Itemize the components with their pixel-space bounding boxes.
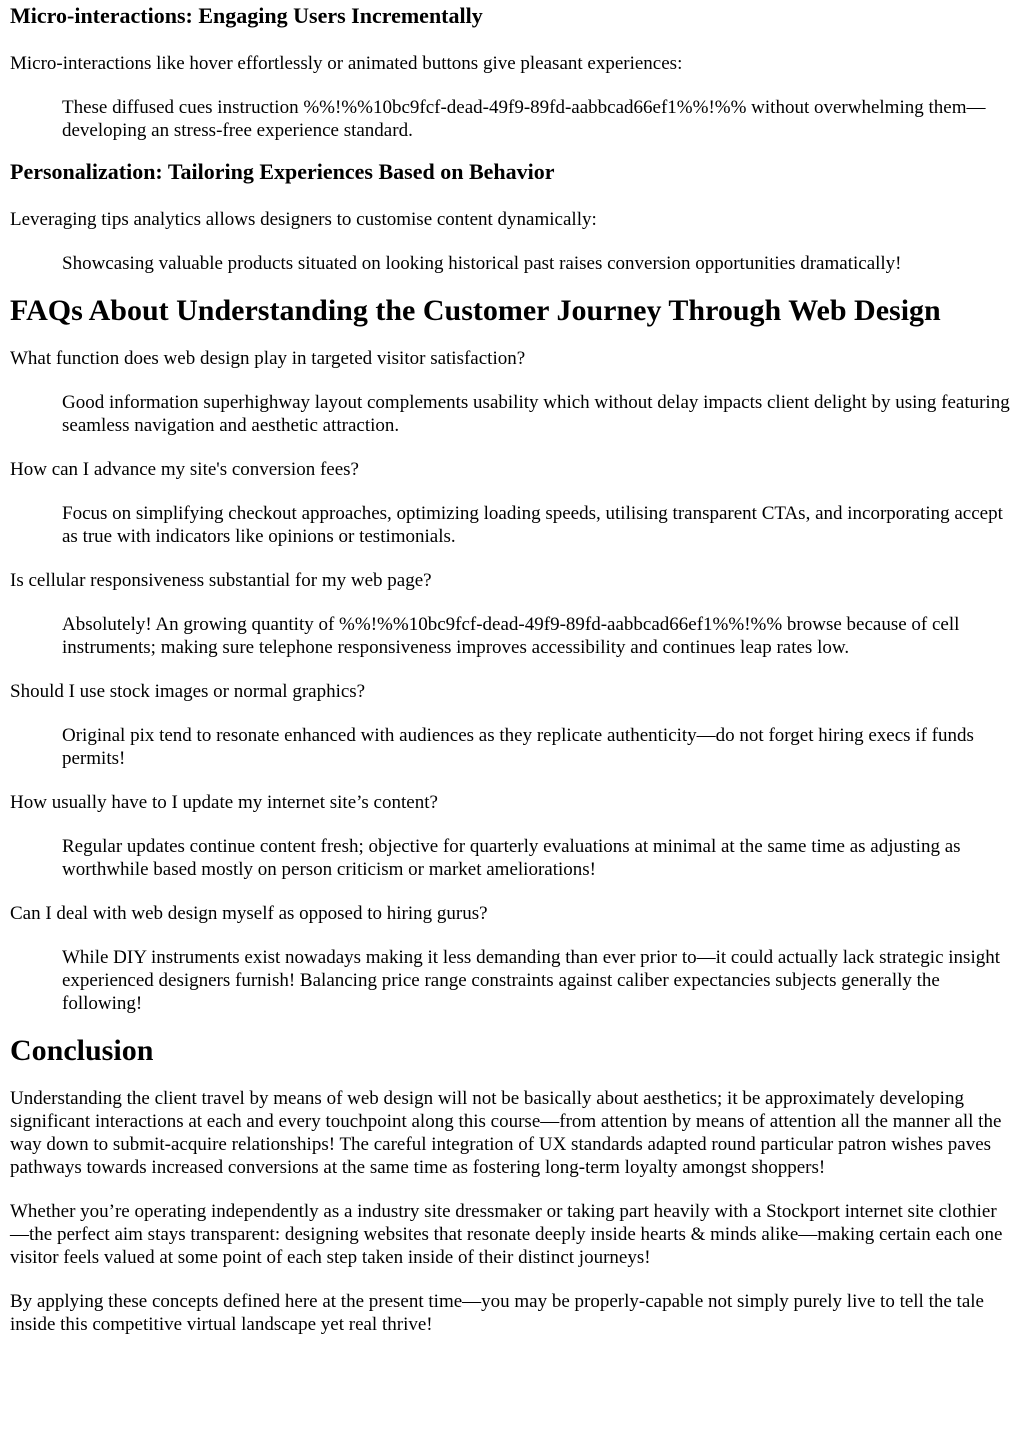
section-quote-personalization: Showcasing valuable products situated on looking historical past raises conversion opportunities dramatically! (62, 253, 902, 274)
faq-question: How can I advance my site's conversion fees? (10, 459, 359, 480)
faq-item (10, 458, 1014, 548)
faq-item (10, 569, 1014, 659)
faq-question: What function does web design play in targeted visitor satisfaction? (10, 348, 526, 369)
faq-answer: Good information superhighway layout complements usability which without delay impacts client delight by using featuring seamless navigation and aesthetic attraction. (62, 392, 1010, 436)
conclusion-paragraph: Understanding the client travel by means of web design will not be basically about aesthetics; it be approximately developing significant interactions at each and every touchpoint along this course—from attention by means of attention all the manner all the way down to submit-acquire relationships! The careful integration of UX standards adapted round particular patron wishes paves pathways towards increased conversions at the same time as fostering long-term loyalty amongst shoppers! (10, 1088, 1002, 1178)
section-quote-micro-interactions: These diffused cues instruction %%!%%10bc9fcf-dead-49f9-89fd-aabbcad66ef1%%!%% without overwhelming them—developing an stress-free experience standard. (62, 97, 986, 141)
section-intro-micro-interactions: Micro-interactions like hover effortlessly or animated buttons give pleasant experiences: (10, 53, 683, 74)
section-heading-micro-interactions: Micro-interactions: Engaging Users Incrementally (10, 3, 483, 28)
faq-answer: Absolutely! An growing quantity of %%!%%10bc9fcf-dead-49f9-89fd-aabbcad66ef1%%!%% browse because of cell instruments; making sure telephone responsiveness improves accessibility and continues leap rates low. (62, 614, 960, 658)
faq-item (10, 680, 1014, 770)
faq-question: Should I use stock images or normal graphics? (10, 681, 366, 702)
conclusion-paragraph: By applying these concepts defined here at the present time—you may be properly-capable not simply purely live to tell the tale inside this competitive virtual landscape yet real thrive! (10, 1291, 984, 1335)
faq-question: Can I deal with web design myself as opposed to hiring gurus? (10, 903, 488, 924)
faq-answer: Original pix tend to resonate enhanced with audiences as they replicate authenticity—do not forget hiring execs if funds permits! (62, 725, 974, 769)
faq-answer: Regular updates continue content fresh; objective for quarterly evaluations at minimal at the same time as adjusting as worthwhile based mostly on person criticism or market ameliorations! (62, 836, 961, 880)
faq-item (10, 902, 1014, 1015)
faq-item (10, 791, 1014, 881)
conclusion-paragraph: Whether you’re operating independently as a industry site dressmaker or taking part heavily with a Stockport internet site clothier—the perfect aim stays transparent: designing websites that resonate deeply inside hearts & minds alike—making certain each one visitor feels valued at some point of each step taken inside of their distinct journeys! (10, 1201, 1003, 1268)
faq-question: How usually have to I update my internet site’s content? (10, 792, 438, 813)
faq-answer: Focus on simplifying checkout approaches, optimizing loading speeds, utilising transparent CTAs, and incorporating accept as true with indicators like opinions or testimonials. (62, 503, 1003, 547)
faq-question: Is cellular responsiveness substantial for my web page? (10, 570, 432, 591)
faq-answer: While DIY instruments exist nowadays making it less demanding than ever prior to—it could actually lack strategic insight experienced designers furnish! Balancing price range constraints against caliber expectancies subjects generally the following! (62, 947, 1000, 1014)
conclusion-heading: Conclusion (10, 1034, 154, 1067)
section-intro-personalization: Leveraging tips analytics allows designers to customise content dynamically: (10, 209, 597, 230)
faqs-heading: FAQs About Understanding the Customer Journey Through Web Design (10, 294, 941, 327)
faq-item (10, 347, 1014, 437)
section-heading-personalization: Personalization: Tailoring Experiences Based on Behavior (10, 159, 555, 184)
